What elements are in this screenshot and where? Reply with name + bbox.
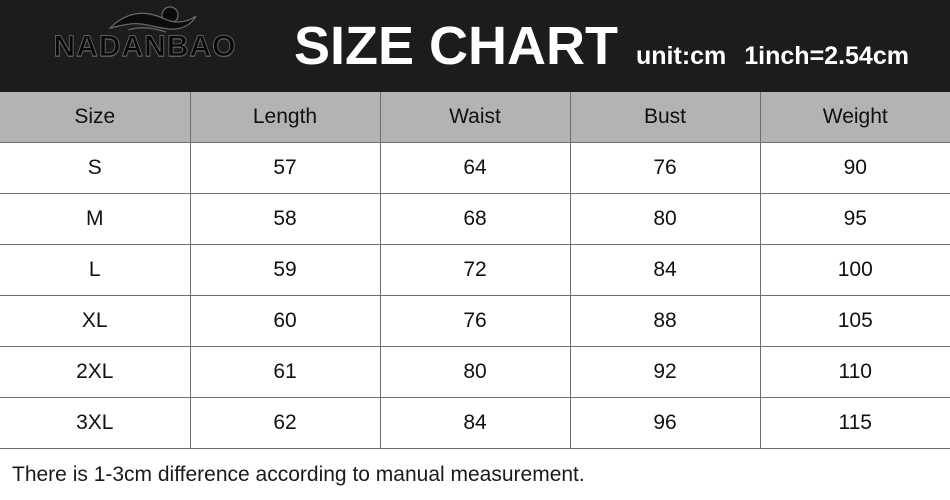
brand-logo <box>0 0 290 92</box>
cell-bust: 76 <box>570 143 760 194</box>
table-row <box>0 194 950 245</box>
page-title: SIZE CHART <box>294 16 618 76</box>
cell-size: 2XL <box>0 347 190 398</box>
cell-waist: 76 <box>380 296 570 347</box>
cell-weight: 100 <box>760 245 950 296</box>
unit-label: unit:cm <box>636 42 727 70</box>
cell-bust: 88 <box>570 296 760 347</box>
cell-size: M <box>0 194 190 245</box>
table-body <box>0 143 950 449</box>
cell-size: L <box>0 245 190 296</box>
cell-length: 58 <box>190 194 380 245</box>
conversion-label: 1inch=2.54cm <box>744 42 909 70</box>
table-row <box>0 398 950 449</box>
cell-length: 61 <box>190 347 380 398</box>
column-header-bust: Bust <box>570 92 760 143</box>
cell-weight: 90 <box>760 143 950 194</box>
cell-size: 3XL <box>0 398 190 449</box>
table-row <box>0 143 950 194</box>
cell-weight: 110 <box>760 347 950 398</box>
column-header-length: Length <box>190 92 380 143</box>
cell-bust: 96 <box>570 398 760 449</box>
column-header-waist: Waist <box>380 92 570 143</box>
column-header-weight: Weight <box>760 92 950 143</box>
cell-weight: 105 <box>760 296 950 347</box>
cell-bust: 80 <box>570 194 760 245</box>
measurement-note: There is 1-3cm difference according to manual measurement. <box>12 463 585 486</box>
cell-waist: 68 <box>380 194 570 245</box>
cell-waist: 64 <box>380 143 570 194</box>
table-row <box>0 245 950 296</box>
cell-waist: 80 <box>380 347 570 398</box>
cell-length: 57 <box>190 143 380 194</box>
cell-bust: 92 <box>570 347 760 398</box>
cell-waist: 72 <box>380 245 570 296</box>
cell-weight: 115 <box>760 398 950 449</box>
chart-header <box>0 0 950 92</box>
table-row <box>0 296 950 347</box>
cell-length: 59 <box>190 245 380 296</box>
cell-weight: 95 <box>760 194 950 245</box>
column-header-size: Size <box>0 92 190 143</box>
cell-size: XL <box>0 296 190 347</box>
cell-bust: 84 <box>570 245 760 296</box>
cell-waist: 84 <box>380 398 570 449</box>
cell-length: 60 <box>190 296 380 347</box>
cell-length: 62 <box>190 398 380 449</box>
title-group <box>290 16 950 76</box>
brand-name: NADANBAO <box>53 30 237 63</box>
cell-size: S <box>0 143 190 194</box>
table-row <box>0 347 950 398</box>
size-chart-table <box>0 92 950 449</box>
table-header-row <box>0 92 950 143</box>
